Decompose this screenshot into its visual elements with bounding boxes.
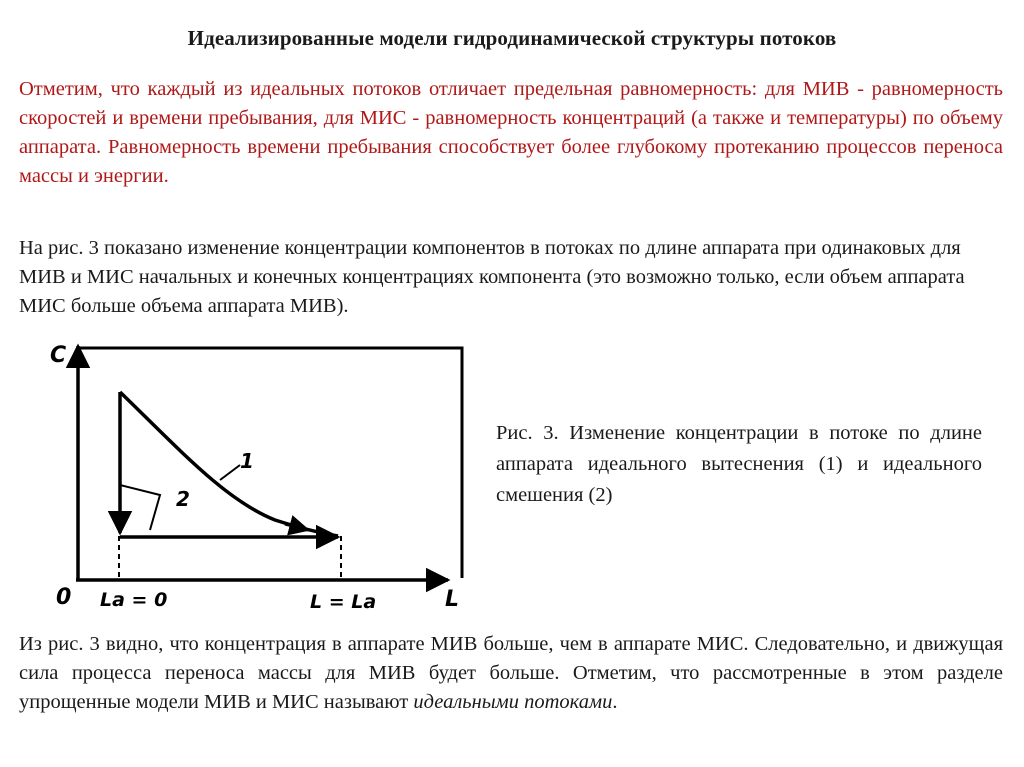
- paragraph-ideal-flows-uniformity: Отметим, что каждый из идеальных потоков отличает предельная равномерность: для МИВ - равномерность скоростей и времени пребывания, для МИС - равномерность концентраций (а также и температуры) по объему аппарата. Равномерность времени пребывания способствует более глубокому протеканию процессов переноса массы и энергии.: [19, 78, 1003, 187]
- paragraph-conclusion: [19, 630, 1003, 717]
- axis-y-label: C: [50, 343, 67, 368]
- paragraph-conclusion-end: .: [612, 691, 618, 713]
- plot-frame: [78, 348, 462, 578]
- curve-2-label: 2: [176, 487, 190, 511]
- page-title: Идеализированные модели гидродинамической структуры потоков: [187, 26, 837, 50]
- concentration-figure: [40, 330, 480, 625]
- curve-1-label: 1: [240, 449, 254, 473]
- tick-start-label: Lа = 0: [100, 589, 168, 611]
- ideal-flows-term: идеальными потоками: [413, 691, 613, 713]
- curve-1-plug-flow: [120, 392, 338, 536]
- paragraph-figure-intro: На рис. 3 показано изменение концентрации компонентов в потоках по длине аппарата при одинаковых для МИВ и МИС начальных и конечных концентрациях компонента (это возможно только, если объем аппарата МИС больше объема аппарата МИВ).: [19, 237, 965, 317]
- origin-label: 0: [56, 585, 72, 610]
- axis-x-label: L: [445, 587, 460, 612]
- curve-2-leader: [120, 485, 160, 530]
- paragraph-conclusion-main: Из рис. 3 видно, что концентрация в аппарате МИВ больше, чем в аппарате МИС. Следовательно, и движущая сила процесса переноса массы для МИВ будет больше. Отметим, что рассмотренные в этом разделе упрощенные модели МИВ и МИС называют: [19, 633, 1003, 713]
- figure-caption: Рис. 3. Изменение концентрации в потоке по длине аппарата идеального вытеснения (1) и идеального смешения (2): [496, 422, 982, 506]
- curve-1-leader: [220, 465, 240, 480]
- tick-end-label: L = Lа: [310, 591, 377, 613]
